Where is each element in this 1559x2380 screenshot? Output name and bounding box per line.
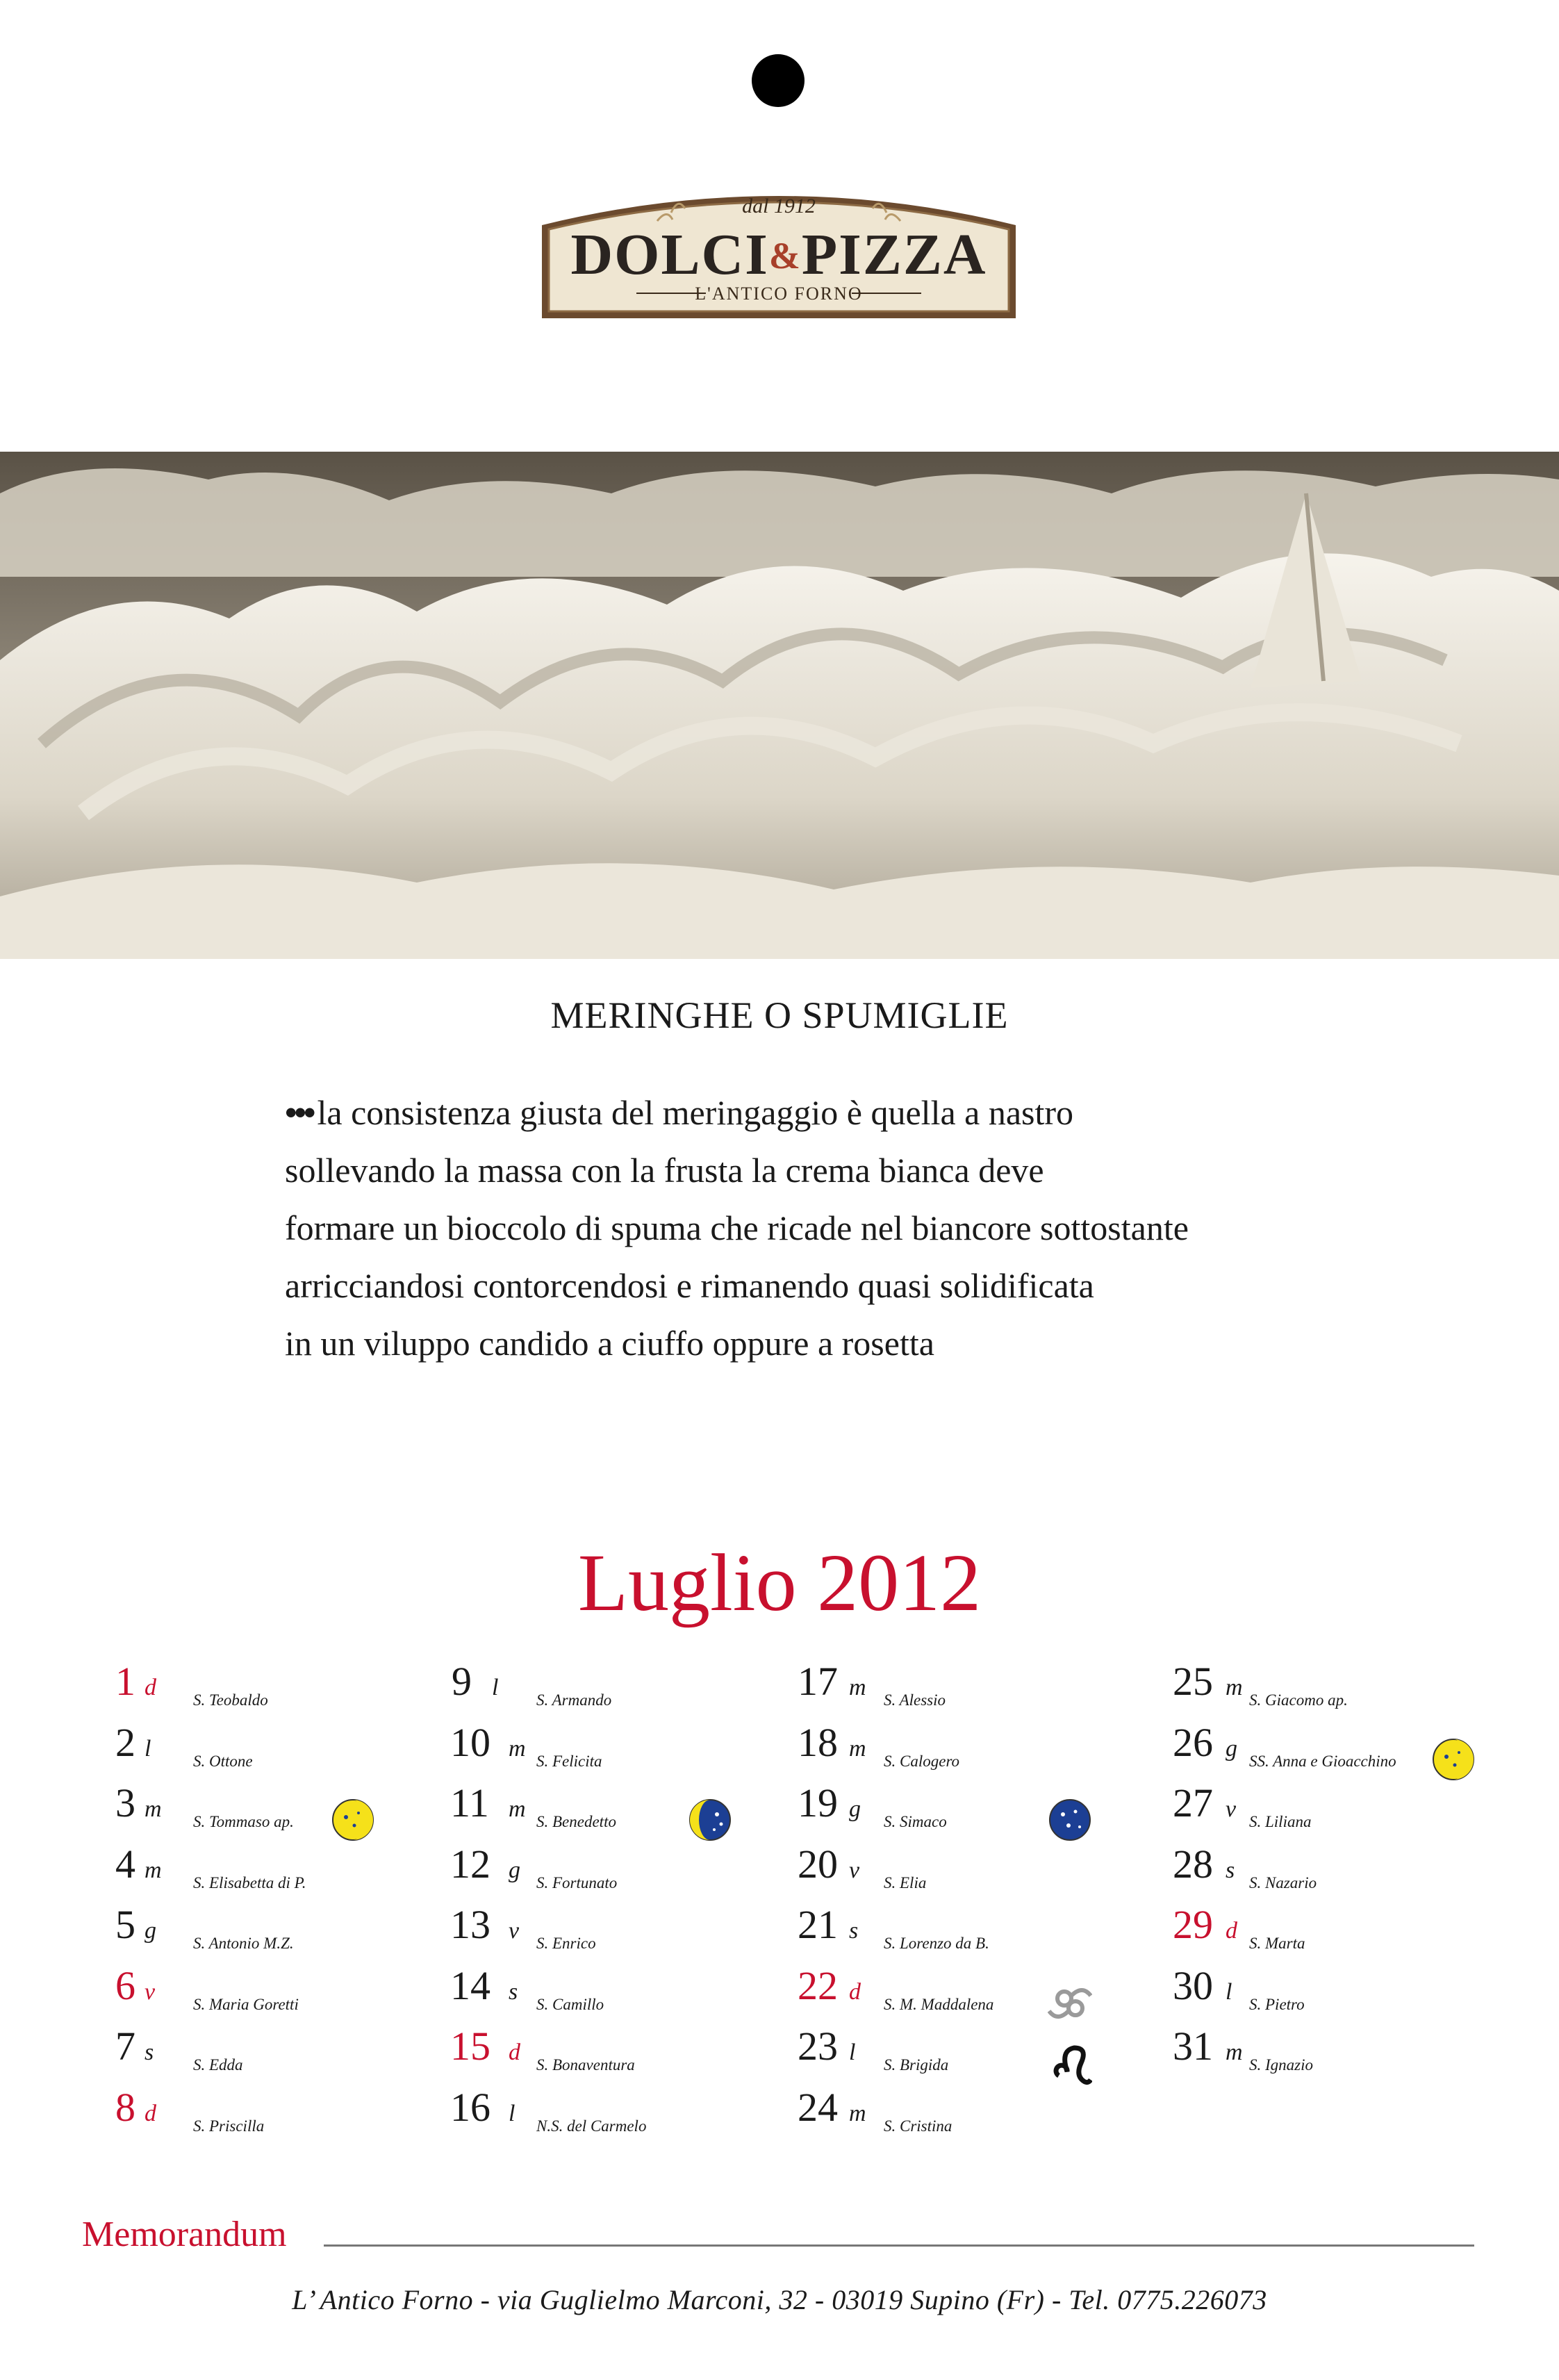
day-number: 10 (450, 1719, 490, 1765)
weekday-letter: m (849, 1735, 866, 1762)
day-number: 29 (1173, 1902, 1213, 1947)
weekday-letter: l (849, 2040, 856, 2065)
day-number: 22 (798, 1962, 838, 2008)
poem-line: ••• la consistenza giusta del meringaggio è quella a nastro (285, 1093, 1074, 1132)
weekday-letter: m (1226, 1675, 1243, 1700)
saint-name: S. Calogero (884, 1752, 960, 1770)
saint-name: S. Priscilla (193, 2117, 265, 2135)
calendar-day-7 (115, 2021, 477, 2083)
saint-name: S. Nazario (1249, 1873, 1317, 1891)
calendar-day-26 (1174, 1718, 1535, 1779)
day-number: 18 (798, 1719, 838, 1765)
hanging-hole (752, 54, 805, 107)
calendar-day-23 (799, 2021, 1160, 2083)
day-number: 25 (1173, 1659, 1213, 1704)
cancer-zodiac-icon (1048, 1980, 1092, 2025)
calendar-day-16 (452, 2083, 813, 2144)
weekday-letter: l (145, 1735, 151, 1762)
new-moon-icon (1048, 1798, 1092, 1842)
memorandum-label: Memorandum (82, 2215, 287, 2254)
weekday-letter: l (1226, 1978, 1232, 2005)
meringue-photo (0, 452, 1559, 959)
calendar-day-8 (115, 2083, 477, 2144)
day-number: 15 (450, 2024, 490, 2069)
day-number: 20 (798, 1841, 838, 1887)
weekday-letter: d (145, 2100, 156, 2126)
saint-name: S. Elisabetta di P. (193, 1873, 306, 1891)
weekday-letter: g (849, 1796, 861, 1822)
day-number: 28 (1173, 1841, 1213, 1887)
calendar-day-12 (452, 1839, 813, 1901)
saint-name: S. M. Maddalena (884, 1995, 994, 2013)
saint-name: S. Elia (884, 1873, 927, 1891)
day-number: 14 (450, 1962, 490, 2008)
day-number: 30 (1173, 1962, 1213, 2008)
calendar-day-3 (115, 1778, 477, 1839)
first-quarter-moon-icon (1431, 1737, 1476, 1782)
calendar-day-17 (799, 1657, 1160, 1718)
saint-name: S. Ottone (193, 1752, 253, 1770)
saint-name: S. Armando (536, 1691, 612, 1709)
weekday-letter: d (509, 2040, 520, 2065)
calendar-day-18 (799, 1718, 1160, 1779)
weekday-letter: m (145, 1796, 162, 1822)
saint-name: S. Maria Goretti (193, 1995, 299, 2013)
day-number: 9 (452, 1659, 472, 1704)
recipe-title: MERINGHE O SPUMIGLIE (550, 994, 1009, 1036)
weekday-letter: l (509, 2100, 515, 2126)
day-number: 4 (115, 1841, 135, 1887)
day-number: 3 (115, 1780, 135, 1825)
day-number: 6 (115, 1962, 135, 2008)
weekday-letter: g (509, 1857, 520, 1883)
weekday-letter: v (509, 1918, 520, 1944)
weekday-letter: m (849, 1675, 866, 1700)
saint-name: S. Pietro (1249, 1995, 1305, 2013)
saint-name: S. Marta (1249, 1935, 1305, 1952)
day-number: 5 (115, 1902, 135, 1947)
weekday-letter: s (1226, 1857, 1235, 1883)
poem-line: arricciandosi contorcendosi e rimanendo quasi solidificata (285, 1266, 1094, 1305)
weekday-letter: g (145, 1918, 156, 1944)
ellipsis-dots: ••• (285, 1093, 313, 1132)
day-number: 17 (798, 1659, 838, 1704)
weekday-letter: s (145, 2040, 154, 2065)
calendar-day-24 (799, 2083, 1160, 2144)
calendar-day-10 (452, 1718, 813, 1779)
day-number: 12 (450, 1841, 490, 1887)
weekday-letter: v (1226, 1796, 1237, 1822)
weekday-letter: d (849, 1978, 861, 2005)
day-number: 7 (115, 2024, 135, 2069)
logo-subtitle: L'ANTICO FORNO (695, 284, 863, 304)
calendar-day-6 (115, 1961, 477, 2022)
saint-name: S. Cristina (884, 2117, 952, 2135)
weekday-letter: g (1226, 1735, 1237, 1762)
calendar-day-2 (115, 1718, 477, 1779)
day-number: 26 (1173, 1719, 1213, 1765)
logo-dolci: DOLCI (570, 222, 769, 287)
calendar-day-19 (799, 1778, 1160, 1839)
saint-name: S. Giacomo ap. (1249, 1691, 1348, 1709)
saint-name: S. Ignazio (1249, 2056, 1313, 2074)
weekday-letter: v (145, 1978, 156, 2005)
weekday-letter: m (1226, 2040, 1243, 2065)
saint-name: S. Liliana (1249, 1813, 1312, 1830)
day-number: 31 (1173, 2024, 1213, 2069)
saint-name: S. Enrico (536, 1935, 596, 1952)
saint-name: S. Tommaso ap. (193, 1813, 294, 1830)
saint-name: S. Fortunato (536, 1873, 618, 1891)
weekday-letter: m (145, 1857, 162, 1883)
calendar-day-25 (1174, 1657, 1535, 1718)
calendar-day-22 (799, 1961, 1160, 2022)
saint-name: S. Edda (193, 2056, 243, 2074)
month-title: Luglio 2012 (577, 1537, 982, 1628)
saint-name: S. Felicita (536, 1752, 602, 1770)
poem-line: formare un bioccolo di spuma che ricade nel biancore sottostante (285, 1208, 1189, 1247)
weekday-letter: v (849, 1857, 860, 1883)
calendar-column (1174, 1657, 1535, 2083)
calendar-day-30 (1174, 1961, 1535, 2022)
day-number: 11 (450, 1780, 489, 1825)
saint-name: S. Brigida (884, 2056, 949, 2074)
day-number: 24 (798, 2084, 838, 2130)
calendar-day-20 (799, 1839, 1160, 1901)
logo-amp: & (768, 235, 802, 277)
logo-since: dal 1912 (742, 195, 816, 218)
saint-name: S. Lorenzo da B. (884, 1935, 989, 1952)
weekday-letter: d (1226, 1918, 1237, 1944)
saint-name: S. Simaco (884, 1813, 947, 1830)
saint-name: SS. Anna e Gioacchino (1249, 1752, 1396, 1770)
day-number: 2 (115, 1719, 135, 1765)
poem-line: in un viluppo candido a ciuffo oppure a rosetta (285, 1324, 934, 1363)
calendar-day-27 (1174, 1778, 1535, 1839)
day-number: 1 (115, 1659, 135, 1704)
last-quarter-moon-icon (688, 1798, 732, 1842)
recipe-text (285, 1084, 1396, 1372)
saint-name: S. Bonaventura (536, 2056, 635, 2074)
saint-name: S. Benedetto (536, 1813, 616, 1830)
calendar-day-28 (1174, 1839, 1535, 1901)
day-number: 19 (798, 1780, 838, 1825)
weekday-letter: m (849, 2100, 866, 2126)
saint-name: S. Camillo (536, 1995, 604, 2013)
calendar-day-14 (452, 1961, 813, 2022)
calendar-column (452, 1657, 813, 2143)
calendar-day-13 (452, 1900, 813, 1961)
weekday-letter: m (509, 1735, 526, 1762)
saint-name: N.S. del Carmelo (536, 2117, 647, 2135)
saint-name: S. Alessio (884, 1691, 946, 1709)
memorandum-line[interactable] (324, 2244, 1474, 2247)
calendar-day-5 (115, 1900, 477, 1961)
calendar-day-11 (452, 1778, 813, 1839)
weekday-letter: d (145, 1675, 156, 1700)
poem-line: sollevando la massa con la frusta la crema bianca deve (285, 1151, 1044, 1190)
saint-name: S. Teobaldo (193, 1691, 268, 1709)
calendar-column (799, 1657, 1160, 2143)
calendar-day-31 (1174, 2021, 1535, 2083)
saint-name: S. Antonio M.Z. (193, 1935, 294, 1952)
calendar-column (115, 1657, 477, 2143)
weekday-letter: m (509, 1796, 526, 1822)
calendar-day-1 (115, 1657, 477, 1718)
calendar-day-15 (452, 2021, 813, 2083)
day-number: 13 (450, 1902, 490, 1947)
day-number: 21 (798, 1902, 838, 1947)
calendar-day-21 (799, 1900, 1160, 1961)
day-number: 27 (1173, 1780, 1213, 1825)
brand-logo (539, 182, 1018, 321)
weekday-letter: s (509, 1978, 518, 2005)
weekday-letter: l (492, 1675, 499, 1700)
leo-zodiac-icon (1048, 2041, 1092, 2085)
footer-address: L’ Antico Forno - via Guglielmo Marconi, 32 - 03019 Supino (Fr) - Tel. 0775.226073 (292, 2284, 1267, 2315)
calendar-day-29 (1174, 1900, 1535, 1961)
calendar-day-4 (115, 1839, 477, 1901)
day-number: 23 (798, 2024, 838, 2069)
day-number: 8 (115, 2084, 135, 2130)
calendar-day-9 (452, 1657, 813, 1718)
day-number: 16 (450, 2084, 490, 2130)
first-quarter-moon-icon (331, 1798, 375, 1842)
logo-pizza: PIZZA (801, 222, 987, 287)
weekday-letter: s (849, 1918, 859, 1944)
